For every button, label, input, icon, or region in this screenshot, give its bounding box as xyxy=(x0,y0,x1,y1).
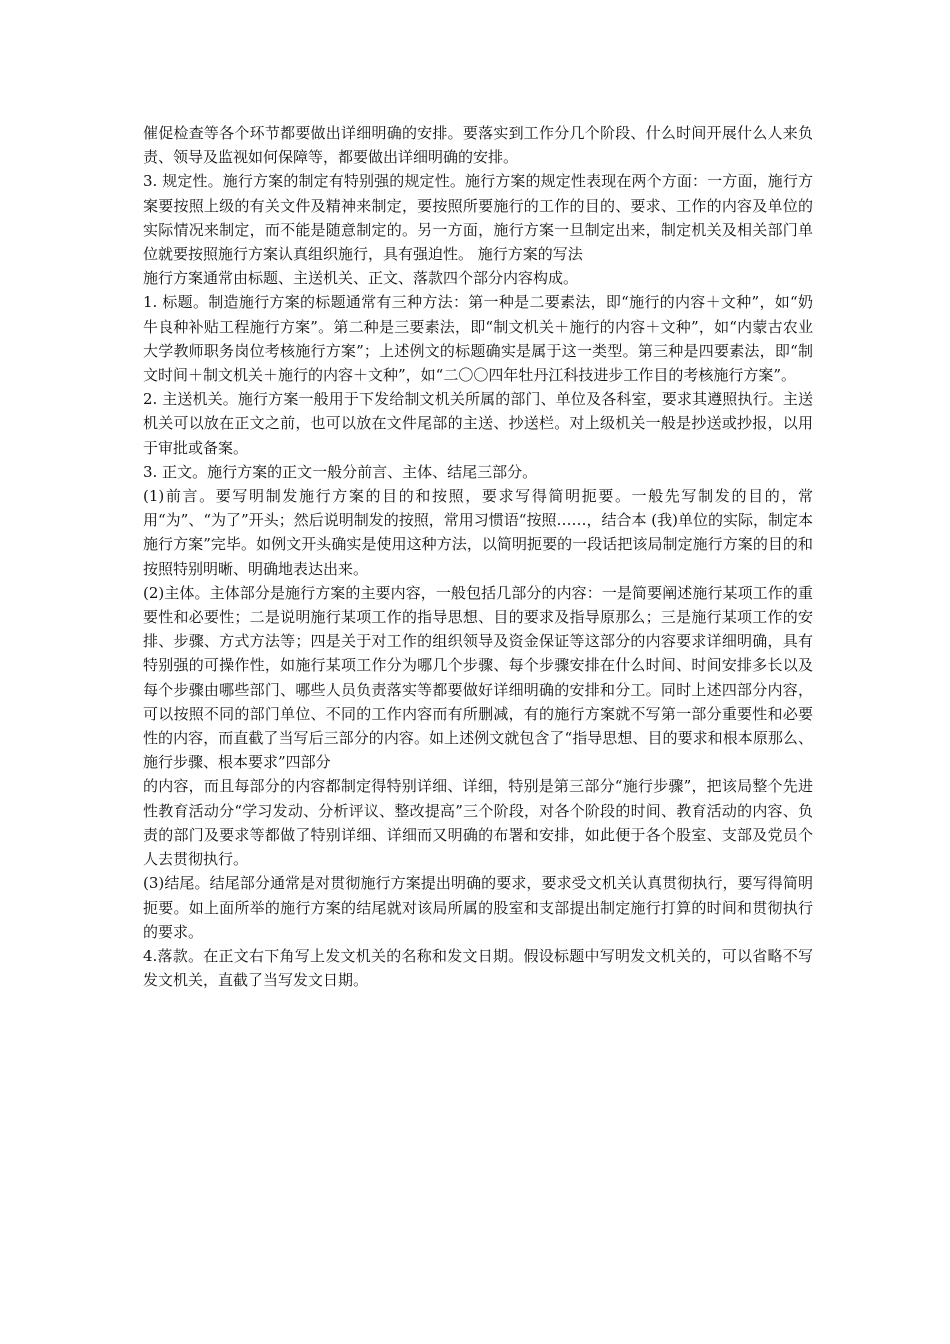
paragraph-normativity: 3. 规定性。施行方案的制定有特别强的规定性。施行方案的规定性表现在两个方面：一方面，施行方案要按照上级的有关文件及精神来制定，要按照所要施行的工作的目的、要求、工作的内容及单位的实际情况来制定，而不能是随意制定的。另一方面，施行方案一旦制定出来，制定机关及相关部门单位就要按照施行方案认真组织施行，具有强迫性。 施行方案的写法 xyxy=(143,172,813,264)
paragraph-arrangement-continued: 催促检查等各个环节都要做出详细明确的安排。要落实到工作分几个阶段、什么时间开展什么人来负责、领导及监视如何保障等，都要做出详细明确的安排。 xyxy=(143,124,813,167)
paragraph-ending: (3)结尾。结尾部分通常是对贯彻施行方案提出明确的要求，要求受文机关认真贯彻执行，要写得简明扼要。如上面所举的施行方案的结尾就对该局所属的股室和支部提出制定施行打算的时间和贯彻执行的要求。 xyxy=(143,874,813,941)
paragraph-main-body: (2)主体。主体部分是施行方案的主要内容，一般包括几部分的内容：一是简要阐述施行某项工作的重要性和必要性；二是说明施行某项工作的指导思想、目的要求及指导原那么；三是施行某项工作的安排、步骤、方式方法等；四是关于对工作的组织领导及资金保证等这部分的内容要求详细明确，具有特别强的可操作性，如施行某项工作分为哪几个步骤、每个步骤安排在什么时间、时间安排多长以及每个步骤由哪些部门、哪些人员负责落实等都要做好详细明确的安排和分工。同时上述四部分内容，可以按照不同的部门单位、不同的工作内容而有所删减，有的施行方案就不写第一部分重要性和必要性的内容，而直截了当写后三部分的内容。如上述例文就包含了“指导思想、目的要求和根本原那么、施行步骤、根本要求”四部分 xyxy=(143,583,813,772)
paragraph-preface: (1)前言。要写明制发施行方案的目的和按照，要求写得简明扼要。一般先写制发的目的，常用“为”、“为了”开头；然后说明制发的按照，常用习惯语“按照……，结合本 (我)单位的实际，制定本施行方案”完毕。如例文开头确实是使用这种方法，以简明扼要的一段话把该局制定施行方案的目的和按照特别明晰、明确地表达出来。 xyxy=(143,487,813,578)
paragraph-body-section: 3. 正文。施行方案的正文一般分前言、主体、结尾三部分。 xyxy=(143,462,538,481)
document-body xyxy=(143,121,813,992)
paragraph-main-body-continued: 的内容，而且每部分的内容都制定得特别详细、详细，特别是第三部分“施行步骤”，把该局整个先进性教育活动分“学习发动、分析评议、整改提高”三个阶段，对各个阶段的时间、教育活动的内容、负责的部门及要求等都做了特别详细、详细而又明确的布署和安排，如此便于各个股室、支部及党员个人去贯彻执行。 xyxy=(143,777,813,869)
paragraph-signature: 4.落款。在正文右下角写上发文机关的名称和发文日期。假设标题中写明发文机关的，可以省略不写发文机关，直截了当写发文日期。 xyxy=(143,946,813,990)
paragraph-title-section: 1. 标题。制造施行方案的标题通常有三种方法：第一种是二要素法，即“施行的内容＋文种”，如“奶牛良种补贴工程施行方案”。第二种是三要素法，即“制文机关＋施行的内容＋文种”，如“内蒙古农业大学教师职务岗位考核施行方案”；上述例文的标题确实是属于这一类型。第三种是四要素法，即“制文时间＋制文机关＋施行的内容＋文种”，如“二〇〇四年牡丹江科技进步工作目的考核施行方案”。 xyxy=(143,293,813,385)
paragraph-structure-overview: 施行方案通常由标题、主送机关、正文、落款四个部分内容构成。 xyxy=(143,269,579,288)
paragraph-recipient-section: 2. 主送机关。施行方案一般用于下发给制文机关所属的部门、单位及各科室，要求其遵照执行。主送机关可以放在正文之前，也可以放在文件尾部的主送、抄送栏。对上级机关一般是抄送或抄报，以用于审批或备案。 xyxy=(143,390,813,457)
